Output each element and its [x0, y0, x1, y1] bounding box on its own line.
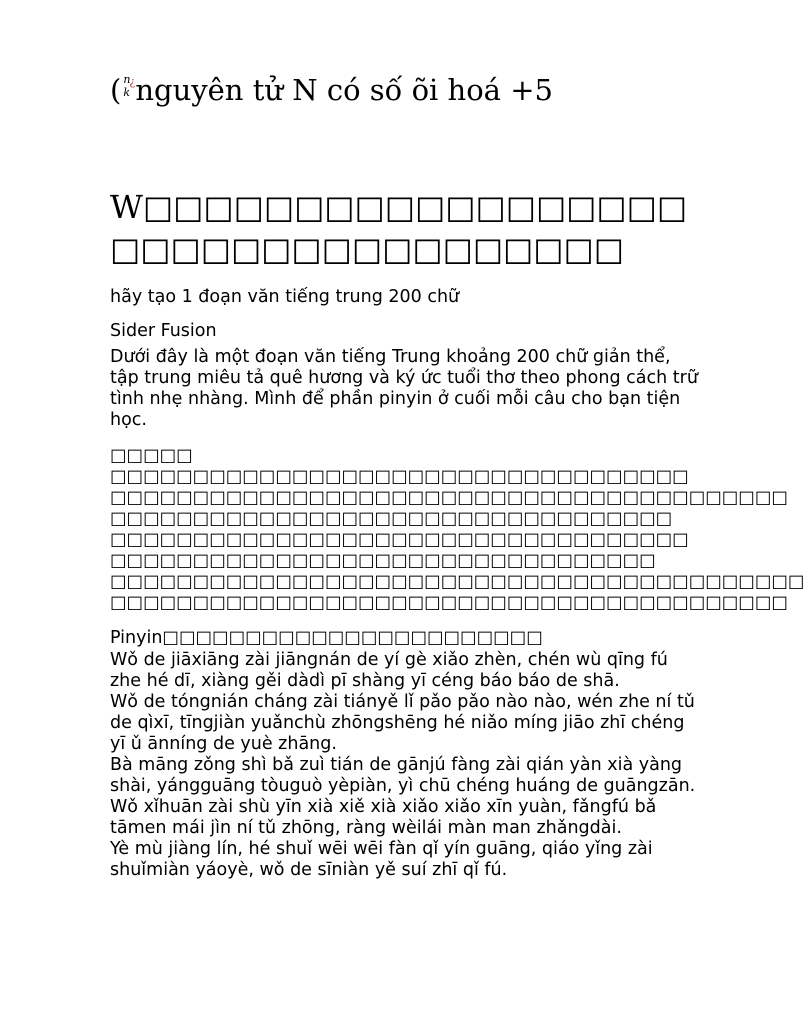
fraction-glyph — [121, 72, 135, 102]
chinese-line: □□□□□□□□□□□□□□□□□□□□□□□□□□□□□□□□□□□ — [110, 530, 689, 550]
pinyin-section — [110, 650, 700, 881]
pinyin-paragraph: Wǒ de jiāxiāng zài jiāngnán de yí gè xiǎo zhèn, chén wù qīng fú zhe hé dī, xiàng gěi dàdì pī shàng yī céng báo báo de shā. — [110, 650, 668, 691]
heading-oxidation — [110, 72, 553, 108]
fraction-denominator: k — [123, 86, 130, 99]
chinese-line: □□□□□□□□□□□□□□□□□□□□□□□□□□□□□□□□□□ — [110, 509, 673, 529]
chinese-line: □□□□□□□□□□□□□□□□□□□□□□□□□□□□□□□□□□□□□□□□□ — [110, 593, 788, 613]
fraction-numerator: n — [123, 73, 131, 86]
heading-missing-glyphs: W□□□□□□□□□□□□□□□□□□□□□□□□□□□□□□□□□□□ — [110, 188, 688, 268]
chinese-line: □□□□□□□□□□□□□□□□□□□□□□□□□□□□□□□□□ — [110, 551, 656, 571]
pinyin-paragraph: Wǒ xǐhuān zài shù yīn xià xiě xià xiǎo xiǎo xīn yuàn, fǎngfú bǎ tāmen mái jìn ní tǔ zhōng, ràng wèilái màn man zhǎngdài. — [110, 797, 657, 838]
assistant-name: Sider Fusion — [110, 321, 217, 341]
pinyin-paragraph: Wǒ de tóngnián cháng zài tiányě lǐ pǎo pǎo nào nào, wén zhe ní tǔ de qìxī, tīngjiàn yuǎnchù zhōngshēng hé niǎo míng jiāo zhī chéng yī ǔ ānníng de yuè zhāng. — [110, 692, 695, 754]
chinese-line: □□□□□□□□□□□□□□□□□□□□□□□□□□□□□□□□□□□□□□□□□□ — [110, 572, 804, 592]
heading-open-paren: ( — [110, 73, 122, 107]
chinese-paragraph — [110, 467, 804, 614]
pinyin-paragraph: Bà māng zǒng shì bǎ zuì tián de gānjú fàng zài qián yàn xià yàng shài, yángguāng tòuguò yèpiàn, yì chū chéng huáng de guāngzān. — [110, 755, 696, 796]
chinese-line: □□□□□□□□□□□□□□□□□□□□□□□□□□□□□□□□□□□ — [110, 467, 689, 487]
intro-paragraph: Dưới đây là một đoạn văn tiếng Trung khoảng 200 chữ giản thể, tập trung miêu tả quê hương và ký ức tuổi thơ theo phong cách trữ tình nhẹ nhàng. Mình để phần pinyin ở cuối mỗi câu cho bạn tiện học. — [110, 347, 698, 430]
chinese-line: □□□□□□□□□□□□□□□□□□□□□□□□□□□□□□□□□□□□□□□□□ — [110, 488, 788, 508]
chinese-title: □□□□□ — [110, 446, 193, 466]
heading-text: nguyên tử N có số õi hoá +5 — [135, 73, 553, 107]
user-prompt: hãy tạo 1 đoạn văn tiếng trung 200 chữ — [110, 287, 460, 307]
fraction-mark: ¿ — [129, 75, 136, 88]
pinyin-paragraph: Yè mù jiàng lín, hé shuǐ wēi wēi fàn qǐ yín guāng, qiáo yǐng zài shuǐmiàn yáoyè, wǒ de sīniàn yě suí zhī qǐ fú. — [110, 839, 653, 880]
pinyin-label: Pinyin□□□□□□□□□□□□□□□□□□□□□□□ — [110, 628, 543, 648]
